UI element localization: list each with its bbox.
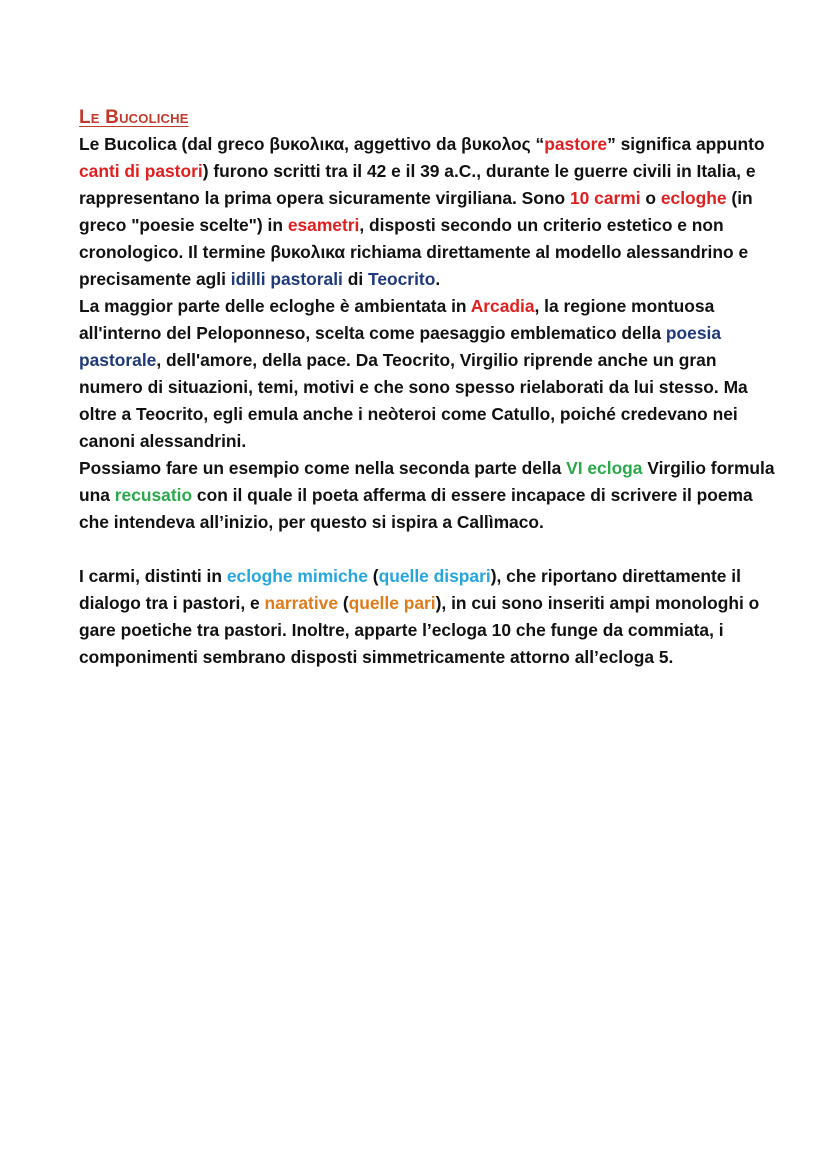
highlight-teocrito: Teocrito <box>368 269 436 289</box>
paragraph-recusatio <box>79 455 779 536</box>
text-run: . <box>435 269 441 289</box>
highlight-ecloghe-mimiche: ecloghe mimiche <box>226 566 368 586</box>
text-run: La maggior parte delle ecloghe è ambientata in <box>79 296 471 316</box>
text-run: , dell'amore, della pace. Da Teocrito, Virgilio riprende anche un gran numero di situazioni, temi, motivi e che sono spesso rielaborati da lui stesso. Ma oltre a Teocrito, egli emula anche i neòteroi come Catullo, poiché credevano nei canoni alessandrini. <box>79 350 748 451</box>
highlight-10-carmi: 10 carmi <box>569 188 641 208</box>
text-run: Possiamo fare un esempio come nella seconda parte della <box>79 458 567 478</box>
paragraph-arcadia <box>79 293 779 455</box>
text-run: o <box>640 188 661 208</box>
text-run: (in greco "poesie scelte") in <box>79 188 753 235</box>
paragraph-spacer <box>79 536 779 563</box>
text-run: , la regione montuosa all'interno del Peloponneso, scelta come paesaggio emblematico della <box>79 296 715 343</box>
highlight-esametri: esametri <box>287 215 360 235</box>
document-title: Le Bucoliche <box>79 107 189 128</box>
highlight-poesia-pastorale: poesia pastorale <box>79 323 721 370</box>
text-run: I carmi, distinti in <box>79 566 227 586</box>
text-run: (dal greco βυκολικα, aggettivo da βυκολος “ <box>181 134 545 154</box>
highlight-ecloghe: ecloghe <box>660 188 727 208</box>
document-page <box>79 104 779 671</box>
highlight-idilli-pastorali: idilli pastorali <box>230 269 343 289</box>
text-run: , disposti secondo un criterio estetico e non cronologico. Il termine βυκολικα richiama direttamente al modello alessandrino e precisamente agli <box>79 215 749 289</box>
text-run: di <box>342 269 368 289</box>
highlight-vi-ecloga: VI ecloga <box>566 458 643 478</box>
highlight-arcadia: Arcadia <box>470 296 535 316</box>
highlight-narrative: narrative <box>264 593 339 613</box>
text-run: con il quale il poeta afferma di essere incapace di scrivere il poema che intendeva all’inizio, per questo si ispira a Callìmaco. <box>79 485 753 532</box>
text-run: ( <box>367 566 379 586</box>
text-run: Virgilio formula una <box>79 458 775 505</box>
text-run: ), in cui sono inseriti ampi monologhi o gare poetiche tra pastori. Inoltre, apparte l’ecloga 10 che funge da commiata, i componimenti sembrano disposti simmetricamente attorno all’ecloga 5. <box>79 593 760 667</box>
paragraph-carmi-structure <box>79 563 779 671</box>
text-run: ), che riportano direttamente il dialogo tra i pastori, e <box>79 566 741 613</box>
highlight-recusatio: recusatio <box>114 485 193 505</box>
highlight-quelle-pari: quelle pari <box>348 593 436 613</box>
paragraph-introduction <box>79 131 779 293</box>
text-run: ( <box>338 593 349 613</box>
highlight-canti-di-pastori: canti di pastori <box>79 161 203 181</box>
text-run: ” significa appunto <box>607 134 765 154</box>
text-run: Le Bucolica <box>79 134 182 154</box>
text-run: ) furono scritti tra il 42 e il 39 a.C., durante le guerre civili in Italia, e rappresentano la prima opera sicuramente virgiliana. Sono <box>79 161 756 208</box>
highlight-pastore: pastore <box>544 134 608 154</box>
highlight-quelle-dispari: quelle dispari <box>378 566 491 586</box>
